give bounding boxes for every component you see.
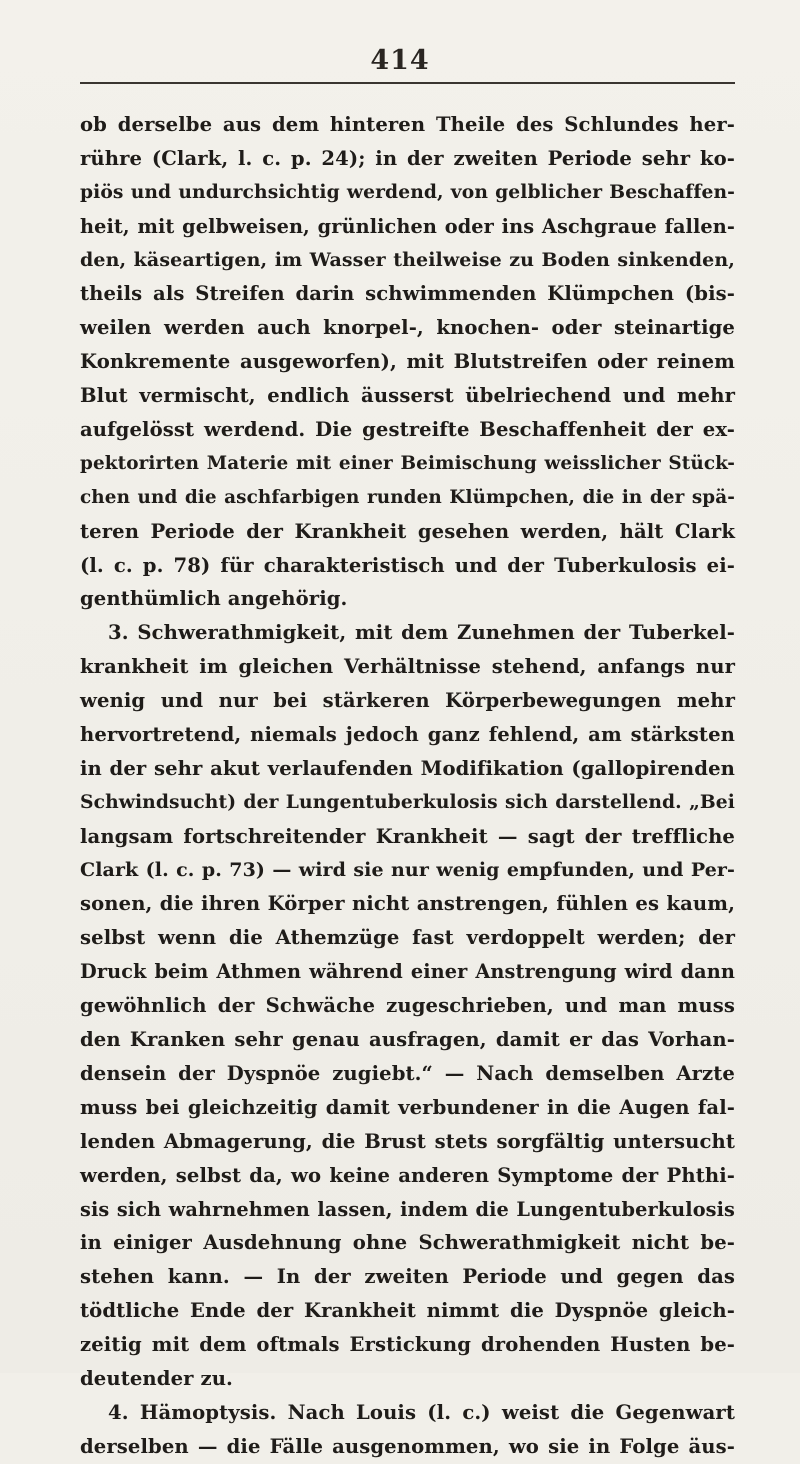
text-line: deutender zu. [80,1366,233,1390]
text-line: sis sich wahrnehmen lassen, indem die Lungentuberkulosis [80,1197,735,1221]
text-line: stehen kann. — In der zweiten Periode und gegen das [80,1265,735,1289]
text-line: teren Periode der Krankheit gesehen werden, hält Clark [80,519,735,543]
text-line: hervortretend, niemals jedoch ganz fehlend, am stärksten [80,723,735,747]
text-line: 3. Schwerathmigkeit, mit dem Zunehmen der Tuberkel- [108,621,735,645]
text-line: weilen werden auch knorpel-, knochen- oder steinartige [80,316,735,340]
text-line: 4. Hämoptysis. Nach Louis (l. c.) weist die Gegenwart [108,1400,735,1424]
text-line: muss bei gleichzeitig damit verbundener in die Augen fal- [80,1095,735,1119]
text-line: Konkremente ausgeworfen), mit Blutstreifen oder reinem [80,350,735,374]
text-line: heit, mit gelbweisen, grünlichen oder ins Aschgraue fallen- [80,214,735,238]
text-line: Druck beim Athmen während einer Anstrengung wird dann [80,960,735,984]
text-line: krankheit im gleichen Verhältnisse stehend, anfangs nur [80,655,735,679]
text-line: lenden Abmagerung, die Brust stets sorgfältig untersucht [80,1129,735,1153]
text-line: pektorirten Materie mit einer Beimischung weisslicher Stück- [80,452,735,474]
text-line: chen und die aschfarbigen runden Klümpchen, die in der spä- [80,486,735,508]
text-line: den Kranken sehr genau ausfragen, damit er das Vorhan- [80,1028,735,1052]
text-line: ob derselbe aus dem hinteren Theile des Schlundes her- [80,113,735,136]
header-rule [80,82,735,84]
text-line: sonen, die ihren Körper nicht anstrengen, fühlen es kaum, [80,892,735,916]
text-line: rühre (Clark, l. c. p. 24); in der zweiten Periode sehr ko- [80,146,735,170]
text-line: wenig und nur bei stärkeren Körperbewegungen mehr [80,689,735,713]
text-line: den, käseartigen, im Wasser theilweise zu Boden sinkenden, [80,248,735,271]
text-line: werden, selbst da, wo keine anderen Symptome der Phthi- [80,1163,735,1187]
text-line: tödtliche Ende der Krankheit nimmt die Dyspnöe gleich- [80,1299,735,1323]
text-line: zeitig mit dem oftmals Erstickung drohenden Husten be- [80,1333,735,1357]
text-line: aufgelösst werdend. Die gestreifte Beschaffenheit der ex- [80,418,735,442]
text-line: in einiger Ausdehnung ohne Schwerathmigkeit nicht be- [80,1231,735,1255]
text-line: (l. c. p. 78) für charakteristisch und der Tuberkulosis ei- [80,553,735,577]
text-line: langsam fortschreitender Krankheit — sagt der treffliche [80,824,735,848]
text-line: gewöhnlich der Schwäche zugeschrieben, und man muss [80,994,735,1018]
text-line: Clark (l. c. p. 73) — wird sie nur wenig empfunden, und Per- [80,858,735,881]
text-line: in der sehr akut verlaufenden Modifikation (gallopirenden [80,756,735,780]
text-line: densein der Dyspnöe zugiebt.“ — Nach demselben Arzte [80,1061,735,1085]
page-number: 414 [370,45,430,76]
text-line: selbst wenn die Athemzüge fast verdoppelt werden; der [80,926,735,950]
text-line: Blut vermischt, endlich äusserst übelriechend und mehr [80,384,735,408]
text-line: piös und undurchsichtig werdend, von gelblicher Beschaffen- [80,180,735,203]
text-line: genthümlich angehörig. [80,587,348,611]
body-text [80,108,735,1464]
text-line: derselben — die Fälle ausgenommen, wo sie in Folge äus- [80,1434,735,1458]
text-line: theils als Streifen darin schwimmenden Klümpchen (bis- [80,282,735,306]
text-line: Schwindsucht) der Lungentuberkulosis sich darstellend. „Bei [80,790,735,813]
